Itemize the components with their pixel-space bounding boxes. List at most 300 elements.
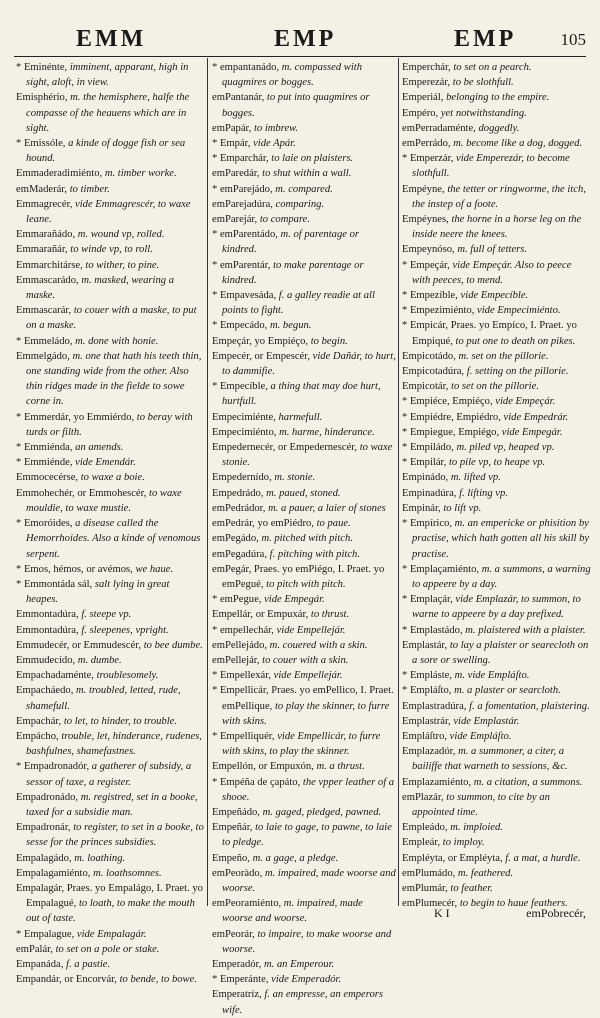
dictionary-entry [402,106,592,121]
dictionary-entry [402,60,592,75]
entry-headword: * Eminénte, [16,62,70,73]
dictionary-entry [402,121,592,136]
dictionary-entry [16,942,204,957]
entry-gloss: to pitch with pitch. [266,578,346,590]
dictionary-entry [402,455,592,470]
dictionary-entry [402,151,592,181]
dictionary-entry [212,805,396,820]
entry-headword: Empicotár, [402,381,451,393]
entry-gloss: to imploy. [442,837,485,849]
entry-headword: Empeño, [212,852,253,864]
entry-gloss: to make parentage or kindred. [222,259,364,286]
entry-gloss: vide Empalagár. [76,928,147,940]
entry-gloss: m. a plaster or searcloth. [454,685,561,697]
entry-headword: * Empiédre, Empiédro, [402,411,504,423]
entry-headword: emPedrádor, [212,502,269,514]
entry-gloss: f. sleepenes, vpright. [81,624,169,636]
entry-headword: Empicotadúra, [402,366,467,378]
entry-gloss: to feather. [450,882,493,894]
entry-headword: Empéyne, [402,183,448,195]
entry-gloss: m. feathered. [457,867,514,879]
entry-gloss: the tetter or ringworme, the itch, the instep of a foote. [412,183,586,210]
entry-headword: Emmudecér, or Emmudescér, [16,639,144,651]
entry-headword: emPapár, [212,122,254,134]
entry-headword: Emperchár, [402,62,454,73]
dictionary-entry [16,440,204,455]
dictionary-entry [16,714,204,729]
dictionary-entry [402,75,592,90]
entry-gloss: trouble, let, hinderance, rudenes, bashfulnes, shamefastnes. [26,730,202,758]
entry-headword: * empellechár, [212,624,277,636]
entry-gloss: to set on a pole or stake. [55,943,160,955]
entry-headword: * emParentádo, [212,229,281,241]
entry-gloss: m. the hemisphere, halfe the compasse of the heauens which are in sight. [26,92,190,134]
entry-headword: Empeñádo, [212,806,263,818]
entry-gloss: m. loathing. [74,852,126,864]
entry-headword: Emplazamiénto, [402,776,474,788]
entry-gloss: m. loathsomnes. [93,867,162,879]
entry-headword: * Empiládo, [402,442,457,454]
entry-gloss: m. masked, wearing a maske. [26,274,174,302]
entry-headword: * Empadronadór, [16,761,92,773]
entry-gloss: f. steepe vp. [81,609,132,621]
entry-headword: * Emplastádo, [402,624,466,636]
entry-gloss: to beray with turds or filth. [26,411,193,438]
entry-gloss: to set on a pearch. [453,62,532,73]
entry-gloss: comparing. [275,198,325,210]
entry-gloss: f. a pastie. [66,958,111,970]
entry-gloss: f. pitching with pitch. [269,548,360,560]
dictionary-entry [212,592,396,607]
entry-gloss: belonging to the empire. [446,92,550,104]
dictionary-entry [212,182,396,197]
column-1 [16,60,204,986]
entry-headword: emPlumecér, [402,898,460,910]
dictionary-entry [402,182,592,212]
entry-headword: emPerrádo, [402,138,454,150]
dictionary-entry [402,288,592,303]
entry-gloss: m. troubled, letted, rude, shamefull. [26,685,181,712]
entry-headword: Empellón, or Empuxón, [212,761,317,773]
dictionary-entry [212,151,396,166]
entry-gloss: to summon, to cite by an appointed time. [412,791,550,818]
page-number: 105 [560,30,586,49]
entry-gloss: m. an empericke or phisition by practise, which hath gotten all his skill by practise. [412,518,590,560]
dictionary-entry [212,410,396,425]
entry-headword: * Empezimiénto, [402,305,478,317]
dictionary-entry [212,166,396,181]
entry-gloss: the vpper leather of a shooe. [222,776,395,803]
entry-gloss: vide Empeçár. [495,396,556,408]
entry-gloss: m. full of tetters. [457,244,528,256]
entry-gloss: to put into quagmires or bogges. [222,92,370,119]
entry-gloss: to set on the pillorie. [451,381,539,393]
dictionary-entry [16,668,204,683]
dictionary-entry [212,851,396,866]
entry-gloss: to put one to death on pikes. [455,335,576,347]
dictionary-entry [16,334,204,349]
entry-gloss: troublesomely. [96,670,159,682]
dictionary-entry [402,410,592,425]
dictionary-entry [16,242,204,257]
dictionary-entry [212,227,396,257]
entry-headword: Empedrádo, [212,487,267,499]
dictionary-entry [212,729,396,759]
entry-headword: Empalagádo, [16,852,75,864]
entry-gloss: harmefull. [278,411,323,423]
entry-gloss: m. set on the pillorie. [458,350,549,362]
dictionary-entry [402,394,592,409]
entry-gloss: f. an empresse, an emperors wife. [222,989,384,1016]
entry-gloss: vide Empeçár. Also to peece with peeces, to mend. [412,259,572,286]
dictionary-entry [16,927,204,942]
entry-gloss: vide Emperadór. [271,974,342,986]
dictionary-entry [402,775,592,790]
dictionary-entry [16,729,204,759]
entry-gloss: f. setting on the pillorie. [466,366,569,378]
dictionary-entry [402,820,592,835]
entry-gloss: vide Empecíble. [460,290,529,302]
dictionary-entry [212,927,396,957]
entry-headword: * Empavesáda, [212,290,279,302]
entry-headword: Empláſtro, [402,730,450,742]
entry-headword: emPegár, Praes. yo emPiégo, I. Praet. yo emPegué, [212,563,385,590]
entry-headword: * Empicár, Praes. yo Empíco, I. Praet. yo Empiqué, [402,320,577,347]
column-divider-2 [398,58,399,906]
dictionary-entry [212,972,396,987]
dictionary-entry [402,425,592,440]
entry-headword: Empéro, [402,107,441,119]
entry-gloss: a disease called the Hemorrhoides. Also a kinde of venomous serpent. [26,518,201,560]
entry-headword: Empecimiénte, [212,411,279,423]
entry-headword: * Empalague, [16,928,77,940]
entry-headword: Empácho, [16,730,62,742]
entry-headword: Empacháedo, [16,685,77,697]
dictionary-entry [212,957,396,972]
entry-headword: Emmagrecér, [16,198,75,210]
entry-headword: * Empár, [212,138,254,150]
entry-headword: emParedár, [212,168,263,180]
dictionary-entry [16,258,204,273]
dictionary-entry [16,455,204,470]
entry-headword: * Emmiénde, [16,457,76,469]
entry-gloss: m. impaired, made woorse and woorse. [222,898,363,925]
entry-headword: Emplastrár, [402,715,454,727]
dictionary-entry [212,288,396,318]
entry-gloss: m. couered with a skin. [269,639,368,651]
entry-gloss: m. piled vp, heaped vp. [456,442,555,454]
dictionary-entry [212,197,396,212]
entry-headword: emParejár, [212,214,260,226]
entry-gloss: vide Emmagrescér, to waxe leane. [26,198,191,226]
entry-gloss: to waxe a boie. [80,472,145,484]
dictionary-entry [402,638,592,668]
entry-gloss: m. stonie. [274,472,316,484]
dictionary-entry [16,759,204,789]
entry-gloss: to couer with a skin. [262,654,349,666]
entry-headword: * Emissóle, [16,138,69,150]
dictionary-entry [402,90,592,105]
dictionary-entry [16,486,204,516]
entry-gloss: m. a pauer, a laier of stones [268,502,386,514]
entry-headword: emMaderár, [16,183,70,195]
entry-gloss: m. gaged, pledged, pawned. [262,806,382,818]
dictionary-entry [402,440,592,455]
dictionary-entry [16,851,204,866]
entry-headword: Empicotádo, [402,350,459,362]
dictionary-entry [212,866,396,896]
entry-headword: Empinár, [402,502,444,514]
entry-gloss: to begin to haue feathers. [459,898,568,910]
entry-headword: Empachadaménte, [16,670,97,682]
dictionary-entry [402,516,592,562]
entry-headword: Empalagár, Praes. yo Empalágo, I. Praet. yo Empalagué, [16,882,203,910]
entry-headword: * Emmeládo, [16,335,76,347]
entry-headword: Empecimiénto, [212,426,280,438]
entry-headword: * emPegue, [212,594,265,606]
signature-mark: K I [434,906,450,920]
entry-gloss: vide Empecimiénto. [477,305,561,317]
entry-headword: * Empláſto, [402,685,455,697]
entry-gloss: vide Empellejár. [273,670,343,682]
entry-gloss: m. become like a dog, dogged. [453,138,583,150]
entry-headword: Emperadór, [212,958,264,970]
entry-gloss: a thing that may doe hurt, hurtfull. [222,381,381,408]
entry-headword: Emmohechér, or Emmohescér, [16,487,149,499]
entry-gloss: vide Empegár. [264,594,325,606]
entry-headword: * Empiegue, Empiégo, [402,426,502,438]
dictionary-entry [212,121,396,136]
entry-gloss: m. plaistered with a plaister. [465,624,586,636]
entry-gloss: m. a summoner, a citer, a bailiffe that warneth to sessions, &c. [412,746,568,773]
entry-headword: * Empelliquér, [212,730,278,742]
entry-gloss: vide Emplazár, to summon, to warne to appeere by a day prefixed. [412,594,581,621]
entry-gloss: vide Emplastár. [453,715,520,727]
dictionary-entry [16,957,204,972]
column-divider-1 [207,58,208,906]
entry-gloss: to imbrew. [253,122,299,134]
entry-headword: Empachár, [16,715,64,727]
dictionary-entry [16,790,204,820]
dictionary-entry [16,577,204,607]
entry-headword: * Empecíble, [212,381,271,393]
entry-gloss: m. harme, hinderance. [279,426,375,438]
dictionary-entry [402,318,592,348]
dictionary-entry [402,851,592,866]
entry-gloss: to bee dumbe. [143,639,203,651]
entry-gloss: to waxe mouldie, to waxe mustie. [26,487,182,514]
entry-headword: * Empellexár, [212,670,274,682]
entry-gloss: m. compassed with quagmires or bogges. [222,62,363,89]
dictionary-entry [402,303,592,318]
dictionary-entry [402,486,592,501]
dictionary-entry [402,623,592,638]
dictionary-entry [212,516,396,531]
dictionary-entry [16,638,204,653]
entry-gloss: to register, to set in a booke, to sesse for the princes subsidies. [26,822,204,849]
dictionary-entry [402,699,592,714]
entry-headword: emPeorár, [212,928,258,940]
entry-gloss: to pile vp, to heape vp. [448,457,546,469]
entry-gloss: m. paued, stoned. [266,487,341,499]
entry-gloss: a gatherer of subsidy, a sessor of taxe, a register. [26,761,192,788]
entry-headword: * Empilár, [402,457,449,469]
dictionary-entry [212,607,396,622]
dictionary-entry [402,379,592,394]
entry-headword: Empecér, or Empescér, [212,350,313,362]
entry-headword: * Emmerdár, yo Emmiérdo, [16,411,137,423]
dictionary-entry [16,197,204,227]
dictionary-entry [16,166,204,181]
running-header [14,26,586,56]
entry-headword: * Emplaçamiénto, [402,563,482,575]
entry-headword: Empeñár, [212,822,256,834]
entry-headword: * Empezíble, [402,290,461,302]
entry-headword: emPedrár, yo emPiédro, [212,518,317,530]
entry-headword: * Emos, hémos, or avémos, [16,563,136,575]
dictionary-entry [16,653,204,668]
entry-headword: emPeoramiénto, [212,898,284,910]
entry-gloss: we haue. [135,563,174,575]
dictionary-entry [16,410,204,440]
column-2 [212,60,396,1016]
entry-headword: Emmarañádo, [16,229,78,241]
entry-gloss: m. dumbe. [77,654,122,666]
entry-gloss: to winde vp, to roll. [70,244,153,256]
dictionary-entry [212,623,396,638]
left-headword: EMM [76,26,147,52]
entry-gloss: to laie on plaisters. [271,153,354,165]
entry-headword: Empandár, or Encorvár, [16,974,120,986]
entry-gloss: to begin. [310,335,348,347]
middle-headword: EMP [274,26,337,52]
entry-headword: emPellejádo, [212,639,270,651]
dictionary-entry [16,227,204,242]
entry-headword: emPegádo, [212,533,262,545]
entry-gloss: to let, to hinder, to trouble. [63,715,178,727]
entry-headword: * Empellicár, Praes. yo emPellico, I. Praet. emPellique, [212,685,394,712]
entry-gloss: m. vide Empláſto. [454,670,530,682]
entry-gloss: m. done with honie. [75,335,159,347]
dictionary-entry [402,258,592,288]
entry-gloss: to shut within a wall. [262,168,352,180]
dictionary-entry [16,683,204,713]
entry-headword: Emmarañár, [16,244,71,256]
dictionary-entry [402,212,592,242]
dictionary-entry [16,972,204,987]
dictionary-entry [402,668,592,683]
entry-headword: Empeçár, yo Empiéço, [212,335,311,347]
dictionary-entry [16,273,204,303]
dictionary-entry [402,349,592,364]
dictionary-entry [212,470,396,485]
entry-headword: * Emperzár, [402,153,456,165]
right-headword: EMP [454,26,517,52]
entry-gloss: vide Apár. [253,138,296,150]
entry-headword: emPalár, [16,943,56,955]
dictionary-entry [212,775,396,805]
entry-headword: Empellár, or Empuxár, [212,609,311,621]
entry-gloss: vide Empellicár, to furre with skins, to play the skinner. [222,730,381,758]
entry-gloss: m. a thrust. [316,761,365,773]
dictionary-entry [16,470,204,485]
dictionary-entry [212,653,396,668]
entry-gloss: m. of parentage or kindred. [222,229,360,256]
entry-gloss: a kinde of dogge fish or sea hound. [26,138,186,165]
entry-gloss: to loath, to make the mouth out of taste. [26,898,195,925]
entry-gloss: m. a summons, a warning to appeere by a day. [412,563,591,590]
entry-gloss: to couer with a maske, to put on a maske. [26,305,197,332]
entry-gloss: to wither, to pine. [85,259,160,271]
entry-gloss: to waxe stonie. [222,442,393,469]
entry-gloss: m. lifted vp. [450,472,501,484]
entry-headword: emPlumádo, [402,867,458,879]
entry-gloss: yet notwithstanding. [440,107,527,119]
entry-gloss: vide Emendár. [75,457,136,469]
dictionary-entry [212,212,396,227]
entry-headword: * Empláste, [402,670,455,682]
entry-gloss: vide Empedrár. [503,411,569,423]
entry-headword: * Empiéce, Empiéço, [402,396,496,408]
entry-headword: Emplastár, [402,639,450,651]
dictionary-entry [212,562,396,592]
entry-gloss: to impaire, to make woorse and woorse. [222,928,392,955]
entry-headword: * emParentár, [212,259,274,271]
column-3 [402,60,592,910]
dictionary-entry [212,668,396,683]
dictionary-entry [212,90,396,120]
entry-headword: * empantanádo, [212,62,282,73]
dictionary-entry [16,623,204,638]
entry-headword: Empinádo, [402,472,451,484]
entry-gloss: m. a citation, a summons. [473,776,583,788]
entry-gloss: to lay a plaister or searecloth on a sore or swelling. [412,639,589,666]
dictionary-entry [402,714,592,729]
entry-gloss: m. impaired, made woorse and woorse. [222,867,396,894]
dictionary-entry [212,759,396,774]
dictionary-entry [212,638,396,653]
dictionary-entry [212,820,396,850]
dictionary-entry [402,562,592,592]
entry-gloss: m. an Emperour. [263,958,335,970]
entry-gloss: doggedly. [478,122,520,134]
dictionary-entry [16,866,204,881]
entry-gloss: m. imploied. [450,822,503,834]
dictionary-entry [16,349,204,410]
entry-gloss: vide Empegár. [501,426,563,438]
entry-headword: Empedernecér, or Empedernescér, [212,442,360,454]
entry-gloss: to timber. [69,183,110,195]
entry-headword: Emmocecérse, [16,472,81,484]
entry-headword: Emperezár, [402,77,453,89]
entry-gloss: vide Emperezár, to become slothfull. [412,153,570,180]
dictionary-entry [212,349,396,379]
entry-headword: Emperatríz, [212,989,265,1001]
entry-headword: Emplazadór, [402,746,459,758]
page-footer [14,906,586,926]
entry-headword: * Emparchár, [212,153,272,165]
entry-headword: Empleár, [402,837,443,849]
dictionary-entry [402,790,592,820]
dictionary-entry [16,820,204,850]
entry-headword: emPeoràdo, [212,867,265,879]
entry-gloss: m. compared. [275,183,333,195]
dictionary-entry [212,440,396,470]
dictionary-entry [16,303,204,333]
entry-headword: Empéynes, [402,214,452,226]
entry-headword: * Empéña de çapáto, [212,776,303,788]
entry-headword: emPerradaménte, [402,122,479,134]
